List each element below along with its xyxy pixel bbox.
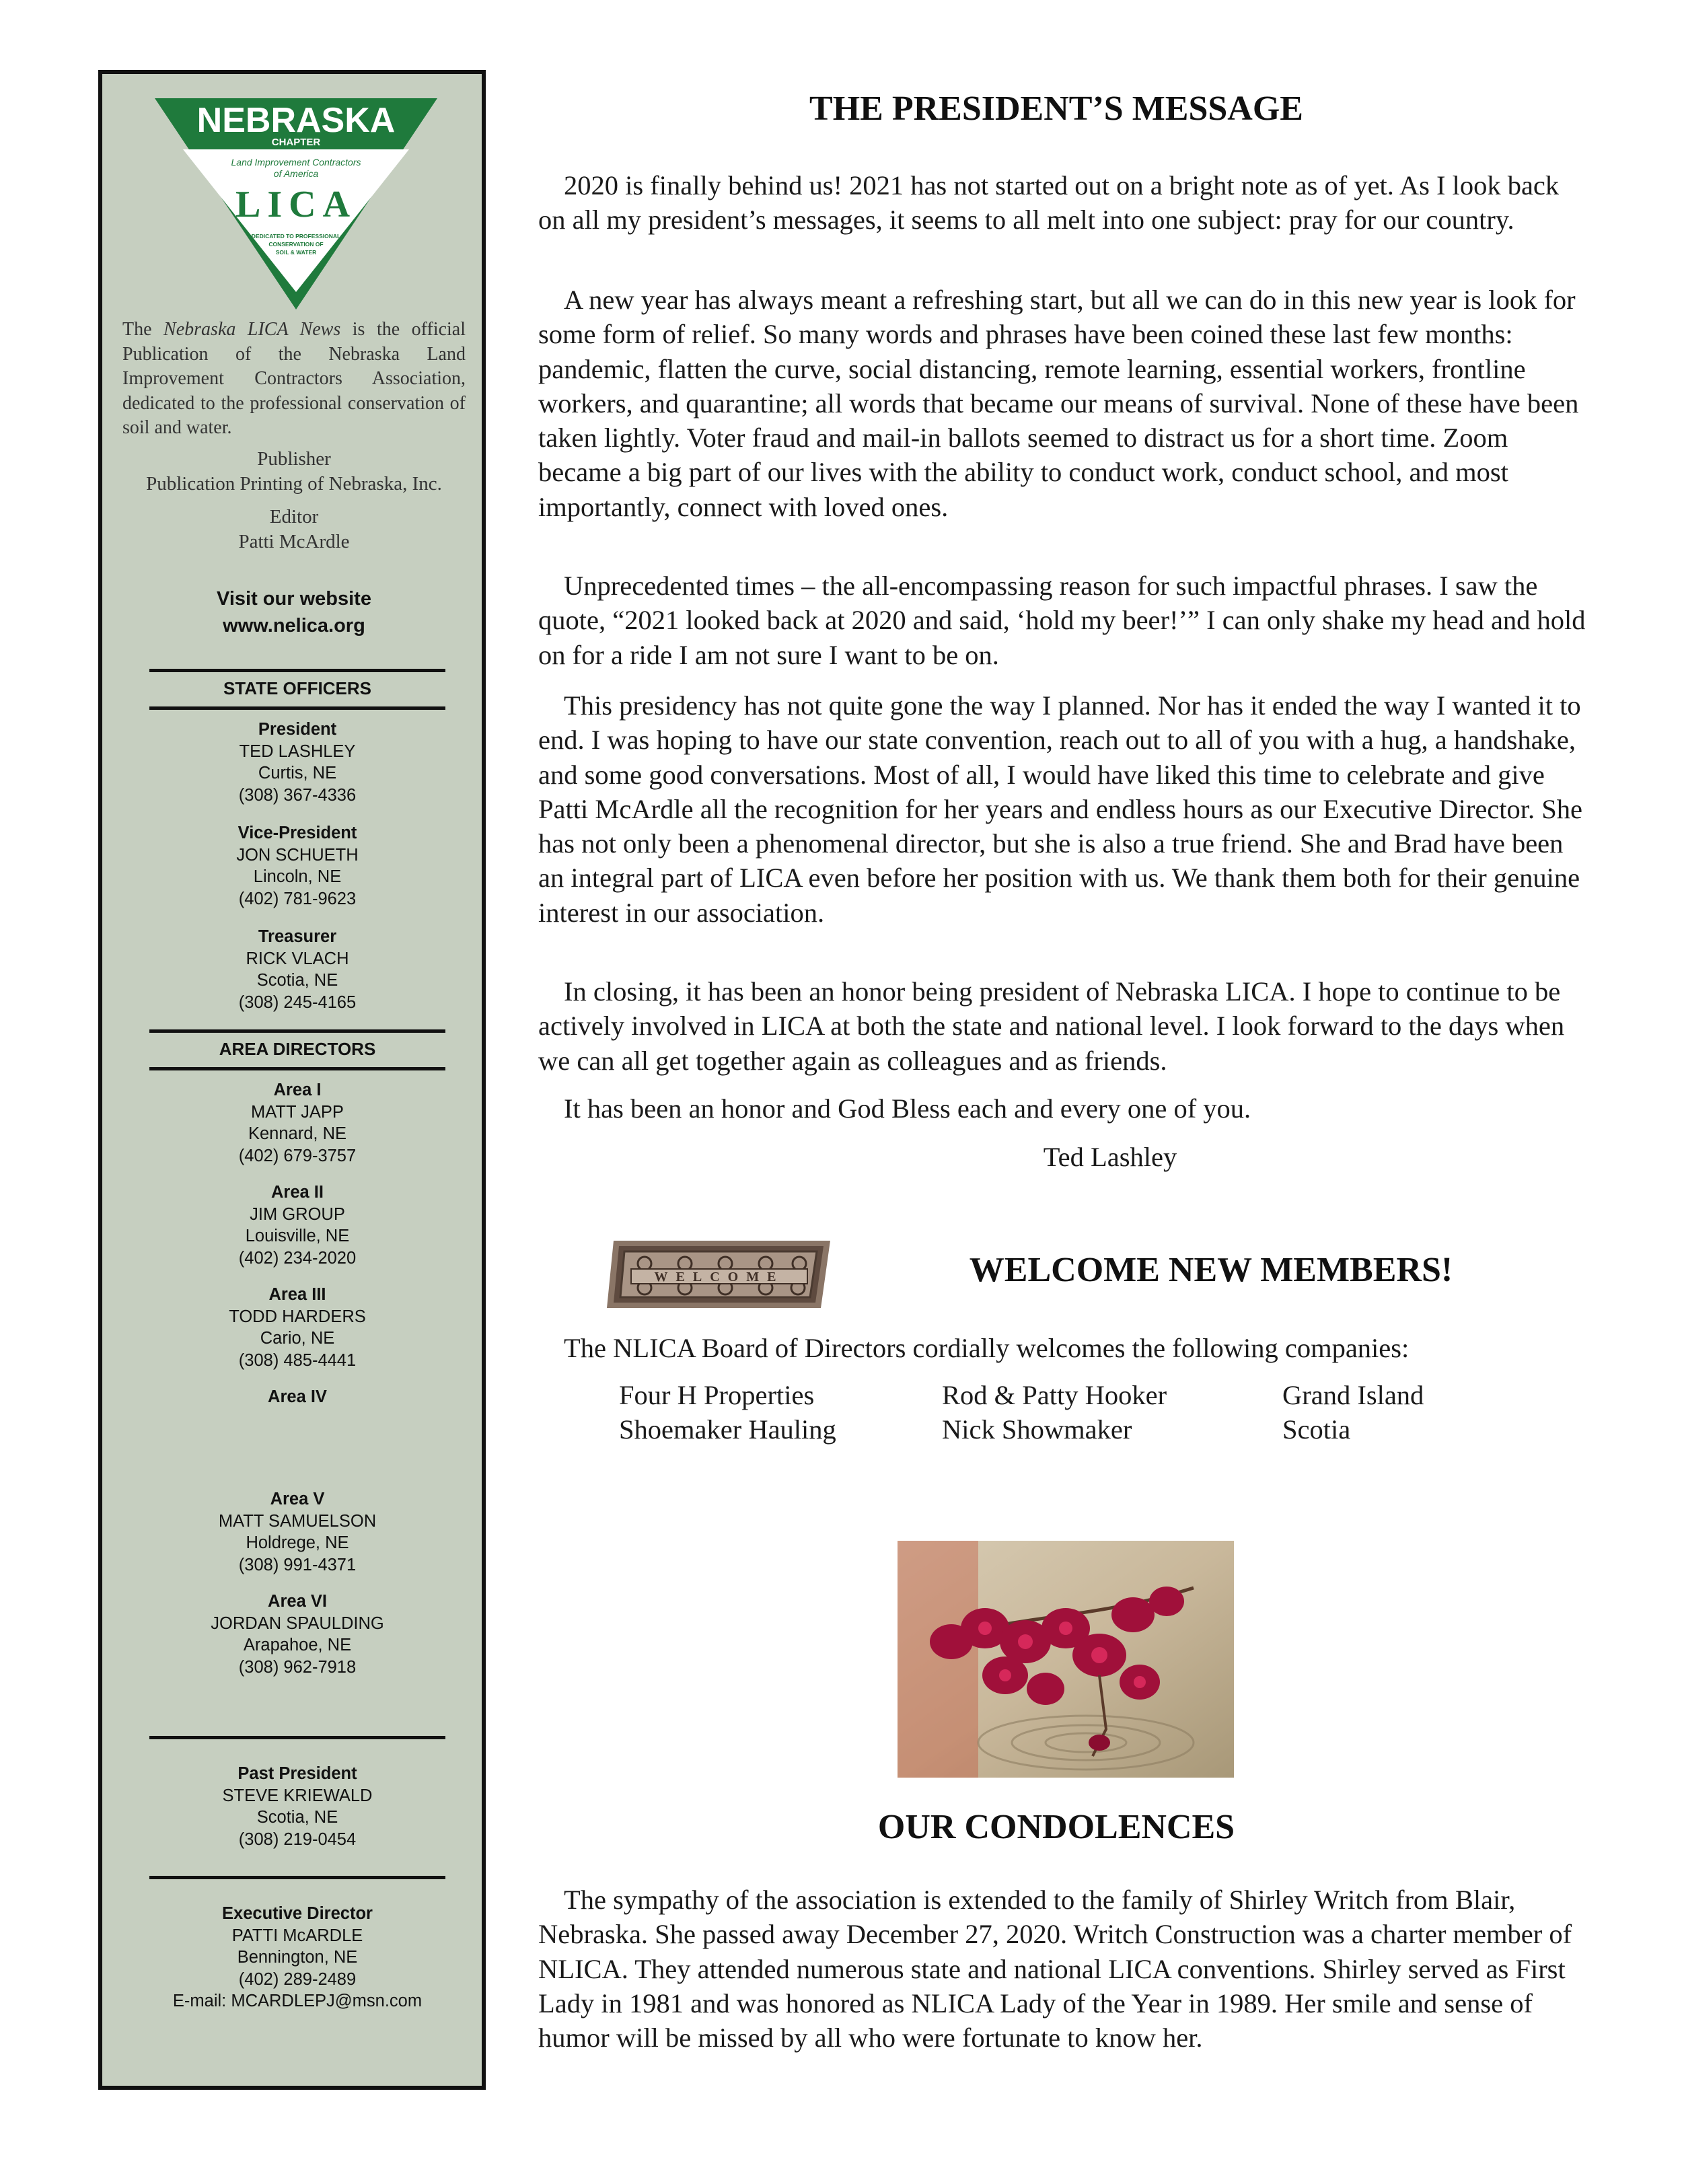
area-title: Area IV — [268, 1387, 327, 1406]
divider — [149, 1876, 445, 1879]
area-phone: (402) 234-2020 — [238, 1248, 357, 1268]
member-company: Shoemaker Hauling — [619, 1414, 836, 1445]
welcome-mat-image — [604, 1237, 834, 1312]
past-president-name: STEVE KRIEWALD — [222, 1786, 373, 1805]
orchid-flowers-image — [898, 1541, 1234, 1778]
presidents-message-heading: THE PRESIDENT’S MESSAGE — [809, 89, 1303, 128]
area-directors-heading: AREA DIRECTORS — [219, 1039, 376, 1059]
signature: Ted Lashley — [1043, 1142, 1177, 1172]
area-city: Holdrege, NE — [246, 1533, 349, 1552]
officer-city: Scotia, NE — [256, 971, 338, 990]
executive-director-email[interactable]: E-mail: MCARDLEPJ@msn.com — [172, 1992, 423, 2010]
logo-acronym: LICA — [235, 184, 357, 225]
area-director-2 — [149, 1181, 445, 1269]
officer-name: JON SCHUETH — [236, 845, 359, 865]
past-president — [149, 1763, 445, 1850]
officer-title: President — [258, 720, 337, 739]
area-city: Louisville, NE — [245, 1227, 350, 1245]
executive-director-city: Bennington, NE — [237, 1948, 358, 1967]
past-president-phone: (308) 219-0454 — [238, 1829, 357, 1849]
officer-phone: (308) 245-4165 — [238, 992, 357, 1012]
welcome-intro: The NLICA Board of Directors cordially welcomes the following companies: — [564, 1333, 1410, 1363]
area-phone: (402) 679-3757 — [238, 1146, 357, 1165]
officer-city: Curtis, NE — [258, 764, 337, 782]
nebraska-lica-logo — [148, 96, 444, 312]
officer-vice-president — [149, 822, 445, 910]
member-cities — [1282, 1378, 1424, 1447]
past-president-title: Past President — [237, 1764, 357, 1783]
area-director-4 — [149, 1386, 445, 1408]
area-name: JORDAN SPAULDING — [211, 1613, 384, 1633]
state-officers-heading: STATE OFFICERS — [223, 678, 372, 698]
divider — [149, 1029, 445, 1033]
member-contact: Nick Showmaker — [942, 1414, 1132, 1445]
condolences-heading: OUR CONDOLENCES — [877, 1808, 1235, 1846]
area-title: Area VI — [268, 1592, 327, 1611]
editor-label: Editor — [269, 506, 319, 527]
officer-phone: (308) 367-4336 — [238, 785, 357, 805]
area-name: MATT JAPP — [251, 1102, 344, 1122]
area-city: Kennard, NE — [248, 1124, 346, 1143]
officer-name: RICK VLACH — [246, 949, 349, 968]
executive-director-title: Executive Director — [222, 1904, 373, 1923]
officer-treasurer — [149, 926, 445, 1013]
executive-director-name: PATTI McARDLE — [231, 1926, 363, 1945]
area-name: JIM GROUP — [250, 1204, 345, 1224]
member-contacts — [942, 1378, 1167, 1447]
divider — [149, 1067, 445, 1070]
area-phone: (308) 962-7918 — [238, 1657, 357, 1677]
message-paragraph-1: 2020 is finally behind us! 2021 has not started out on a bright note as of yet. As I look back on all my president’s messages, it seems to all melt into one subject: pray for our country. — [538, 170, 1560, 235]
logo-org-line2: of America — [273, 168, 319, 179]
area-phone: (308) 485-4441 — [238, 1350, 357, 1370]
logo-name: NEBRASKA — [196, 101, 396, 140]
officer-city: Lincoln, NE — [253, 867, 342, 886]
member-company: Four H Properties — [619, 1380, 815, 1410]
message-paragraph-3: Unprecedented times – the all-encompassing reason for such impactful phrases. I saw the quote, “2021 looked back at 2020 and said, ‘hold my beer!’” I can only shake my head and hold on for a ride I am not sure I want to be on. — [538, 571, 1586, 670]
member-city: Grand Island — [1282, 1380, 1424, 1410]
message-paragraph-4: This presidency has not quite gone the way I planned. Nor has it ended the way I wanted it to end. I was hoping to have our state convention, reach out to all of you with a hug, a handshake, and some good conversations. Most of all, I would have liked this time to celebrate and give Patti McArdle all the recognition for her years and endless hours as our Executive Director. She has not only been a phenomenal director, but she is also a true friend. She and Brad have been an integral part of LICA even before her position with us. We thank them both for their genuine interest in our association. — [538, 690, 1583, 928]
website-link[interactable]: www.nelica.org — [223, 615, 365, 636]
intro-rest: is the official Publication of the Nebraska Land Improvement Contractors Association, dedicated to the professional conservation of soil and water. — [122, 319, 466, 438]
publisher-label: Publisher — [257, 448, 331, 470]
logo-tagline2: CONSERVATION OF — [268, 241, 324, 248]
area-title: Area V — [270, 1490, 325, 1508]
member-contact: Rod & Patty Hooker — [942, 1380, 1167, 1410]
intro-lead: The — [122, 319, 164, 340]
logo-chapter: CHAPTER — [271, 137, 321, 148]
past-president-city: Scotia, NE — [256, 1808, 338, 1827]
logo-org-line1: Land Improvement Contractors — [231, 157, 361, 168]
area-director-5 — [149, 1488, 445, 1576]
sidebar — [98, 70, 486, 2090]
welcome-heading: WELCOME NEW MEMBERS! — [969, 1251, 1453, 1289]
condolences-text: The sympathy of the association is extended to the family of Shirley Writch from Blair, Nebraska. She passed away December 27, 2020. Writch Construction was a charter member of NLICA. They attended numerous state and national LICA conventions. Shirley served as First Lady in 1981 and was honored as NLICA Lady of the Year in 1989. Her smile and sense of humor will be missed by all who were fortunate to know her. — [538, 1885, 1572, 2053]
message-paragraph-6: It has been an honor and God Bless each and every one of you. — [564, 1093, 1251, 1124]
area-phone: (308) 991-4371 — [238, 1555, 357, 1574]
area-director-6 — [149, 1591, 445, 1678]
divider — [149, 669, 445, 672]
area-director-1 — [149, 1079, 445, 1167]
member-companies — [619, 1378, 836, 1447]
editor-name: Patti McArdle — [238, 531, 350, 552]
logo-tagline3: SOIL & WATER — [275, 249, 317, 256]
officer-title: Treasurer — [258, 927, 337, 946]
area-title: Area III — [268, 1285, 326, 1304]
area-title: Area II — [271, 1183, 324, 1202]
area-city: Cario, NE — [260, 1329, 335, 1348]
divider — [149, 1736, 445, 1739]
website-label: Visit our website — [217, 588, 371, 610]
officer-phone: (402) 781-9623 — [238, 889, 357, 908]
editor-block — [116, 505, 472, 554]
publication-name: Nebraska LICA News — [163, 319, 341, 340]
website-block — [116, 585, 472, 639]
officer-president — [149, 719, 445, 806]
area-city: Arapahoe, NE — [243, 1636, 352, 1654]
message-paragraph-2: A new year has always meant a refreshing start, but all we can do in this new year is look for some form of relief. So many words and phrases have been coined these last few months: pandemic, flatten the curve, social distancing, remote learning, essential workers, frontline workers, and quarantine; all words that became our means of survival. None of these have been taken lightly. Voter fraud and mail-in ballots seemed to distract us for a short time. Zoom became a big part of our lives with the ability to conduct work, conduct school, and most importantly, connect with loved ones. — [538, 285, 1579, 522]
welcome-mat-text: WELCOME — [654, 1270, 784, 1284]
area-name: MATT SAMUELSON — [218, 1511, 377, 1531]
area-name: TODD HARDERS — [229, 1307, 366, 1326]
area-title: Area I — [273, 1081, 322, 1099]
officer-title: Vice-President — [237, 824, 357, 842]
logo-tagline1: DEDICATED TO PROFESSIONAL — [251, 233, 341, 240]
publisher-name: Publication Printing of Nebraska, Inc. — [146, 473, 442, 495]
publication-intro — [122, 318, 466, 441]
publisher-block — [116, 447, 472, 497]
message-paragraph-5: In closing, it has been an honor being president of Nebraska LICA. I hope to continue to be actively involved in LICA at both the state and national level. I look forward to the days when we can all get together again as colleagues and as friends. — [538, 976, 1565, 1076]
area-director-3 — [149, 1284, 445, 1371]
executive-director-phone: (402) 289-2489 — [238, 1969, 357, 1989]
member-city: Scotia — [1282, 1414, 1351, 1445]
officer-name: TED LASHLEY — [239, 741, 356, 761]
executive-director — [149, 1903, 445, 2012]
divider — [149, 706, 445, 710]
